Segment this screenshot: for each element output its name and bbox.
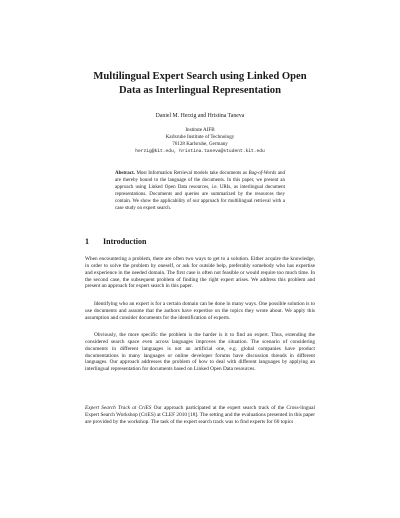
paragraph-text: When encountering a problem, there are often two ways to get to a solution. Either acquire the knowledge, in order to solve the problem by oneself, or ask for outside help, preferably somebody who has expertise and experience in the needed domain. The first case is often not feasible or would require too much time. In the second case, the subsequent problem of finding the right expert arises. We address this problem and present an approach for expert search in this paper. [85, 256, 315, 290]
abstract-text-b: and are thereby bound to the language of the documents. In this paper, we present an approach using Linked Open Data resources, i.e. URIs, as interlingual document representations. Documents and queries are summarized by the resources they contain. We show the applicability of our approach for multilingual retrieval with a case study on expert search. [115, 171, 285, 211]
abstract [115, 171, 285, 212]
paragraph-3 [85, 332, 315, 373]
paragraph-4 [85, 405, 315, 426]
paragraph-text: Obviously, the more specific the problem is the harder is it to find an expert. Thus, extending the considered search space even across languages improves the situation. The scenario of considering documents in different languages is not an artificial one, e.g. global companies have product documentations in many languages or online developer forums have discussion threads in different languages. Our approach addresses the problem of how to deal with different languages by applying an interlingual representation for documents based on Linked Open Data resources. [85, 332, 315, 373]
paragraph-1 [85, 256, 315, 290]
affiliation-institute: Institute AIFB [185, 127, 215, 133]
authors: Daniel M. Herzig and Hristina Taneva [155, 113, 245, 119]
affiliation-email: herzig@kit.edu, hristina.taneva@student.kit.edu [135, 149, 265, 154]
affiliation-city: 76128 Karlsruhe, Germany [172, 141, 228, 147]
title-line-1: Multilingual Expert Search using Linked Open [93, 71, 307, 82]
affiliation-university: Karlsruhe Institute of Technology [165, 134, 235, 140]
paragraph-text [85, 405, 315, 426]
section-title: Introduction [103, 237, 147, 246]
paragraph-2 [85, 301, 315, 322]
abstract-label: Abstract. [115, 171, 135, 176]
paragraph-text: Identifying who an expert is for a certain domain can be done in many ways. One possible solution is to use documents and assume that the authors have expertise on the topics they wrote about. We apply this assumption and consider documents for the identification of experts. [85, 301, 315, 321]
section-heading [85, 237, 146, 246]
title-line-2: Data as Interlingual Representation [119, 85, 281, 96]
paragraph-italic-lead: Expert Search Track at CriES [85, 405, 152, 411]
abstract-text-a: Most Information Retrieval models take documents as [136, 171, 249, 176]
section-number: 1 [85, 237, 89, 246]
abstract-italic: Bag-of-Words [248, 171, 277, 176]
paragraph-body: Our approach participated at the expert search track of the Cross-lingual Expert Search Workshop (CriES) at CLEF 2010 [18]. The setting and the evaluations presented in this paper are provided by the workshop. The task of the expert search track was to find experts for 60 topics [85, 405, 315, 425]
paper-title [60, 70, 340, 98]
